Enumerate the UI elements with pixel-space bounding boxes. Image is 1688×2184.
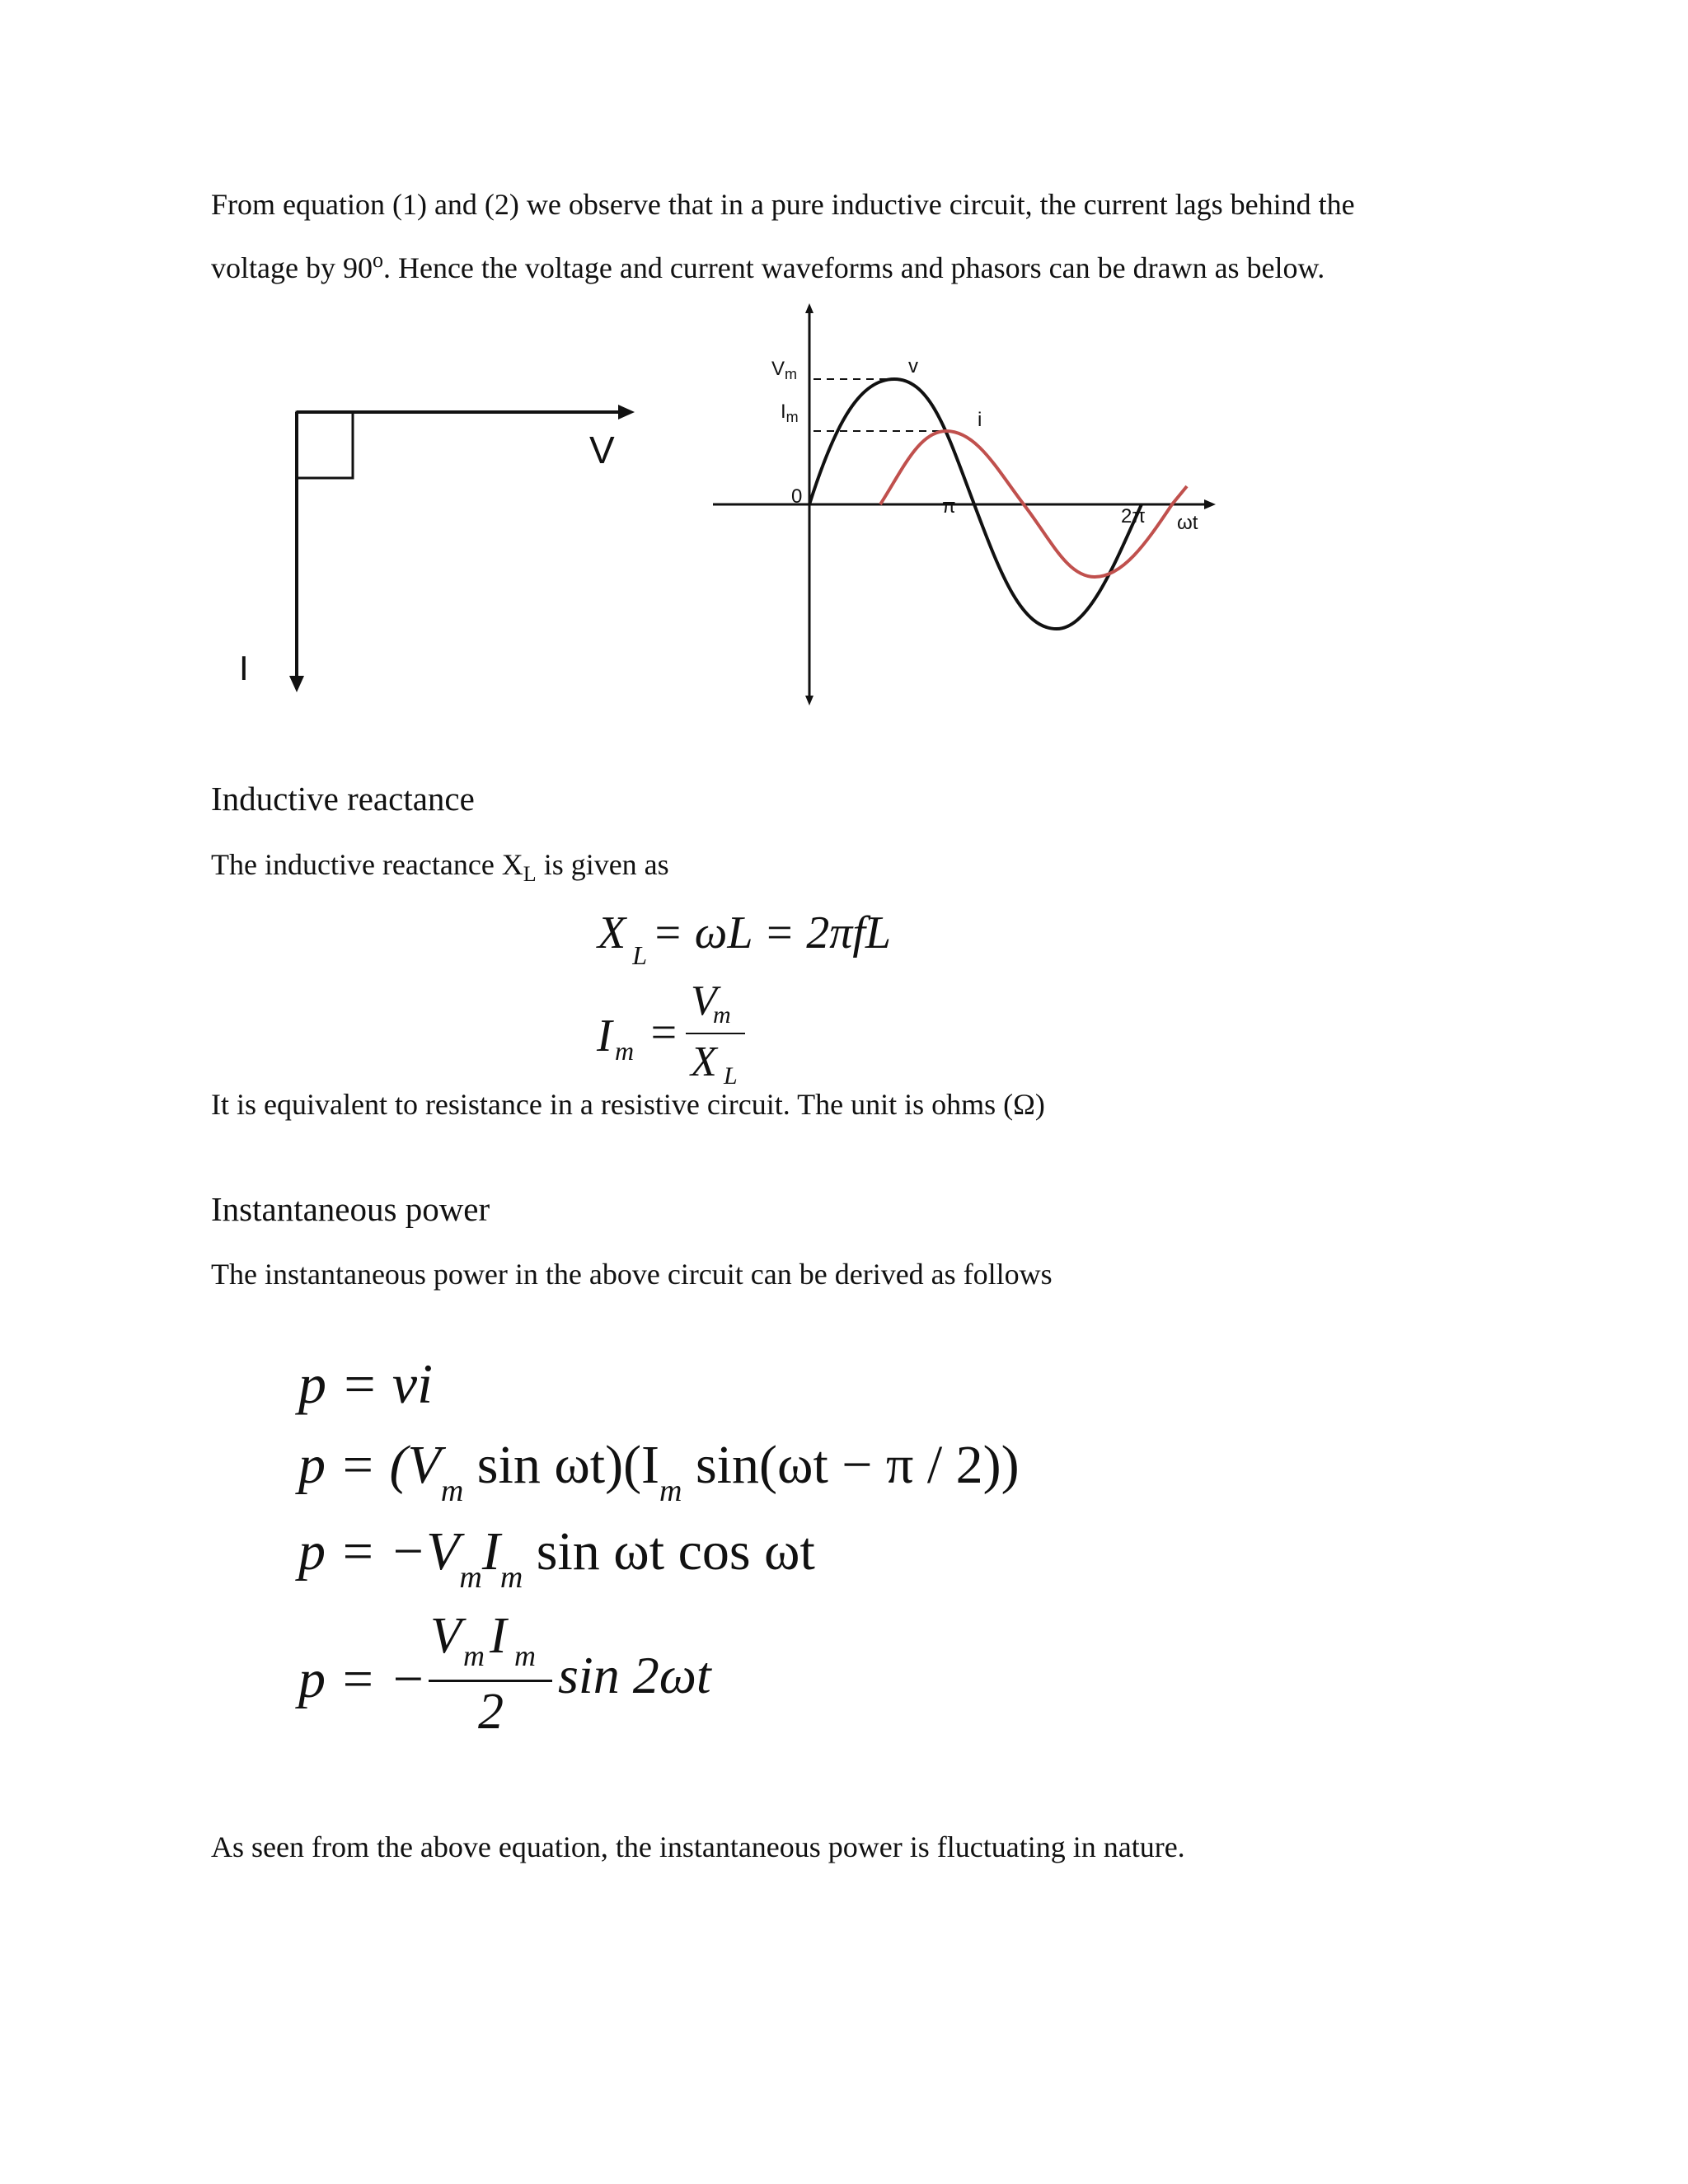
degree-symbol: o <box>372 248 383 272</box>
im-eq-num-sub: m <box>713 1001 731 1029</box>
im-label <box>781 401 799 425</box>
v-curve-label: v <box>908 355 918 377</box>
zero-label: 0 <box>791 485 803 508</box>
vm-label-sub: m <box>785 366 798 382</box>
intro-line-1: From equation (1) and (2) we observe that in a pure inductive circuit, the current lags behind the <box>211 188 1355 221</box>
im-eq-den: X <box>691 1038 717 1085</box>
reactance-eq-lhs-sub: L <box>632 940 648 970</box>
power-eq-3-c: sin ωt cos ωt <box>523 1521 815 1582</box>
instantaneous-power-intro: The instantaneous power in the above circuit can be derived as follows <box>211 1258 1053 1291</box>
reactance-note: It is equivalent to resistance in a resistive circuit. The unit is ohms (Ω) <box>211 1088 1045 1121</box>
power-eq-4-num-i: I <box>490 1608 507 1664</box>
i-curve-label: i <box>978 409 982 431</box>
power-eq-1: p = vi <box>298 1352 433 1415</box>
im-eq-den-sub: L <box>724 1062 738 1090</box>
power-eq-3-a: p = −V <box>298 1521 460 1582</box>
intro-line-2-post: . Hence the voltage and current waveforms and phasors can be drawn as below. <box>382 251 1325 284</box>
v-phasor-label: V <box>589 429 615 471</box>
power-eq-4 <box>298 1607 760 1764</box>
power-eq-3-sub1: m <box>459 1560 482 1595</box>
im-eq-num: V <box>691 977 717 1024</box>
reactance-eq-rhs: = ωL = 2πfL <box>652 907 892 958</box>
reactance-intro-sub: L <box>523 862 537 887</box>
i-phasor-label: I <box>239 649 249 687</box>
power-eq-3-sub2: m <box>499 1560 523 1595</box>
im-eq-fraction-bar <box>686 1033 745 1034</box>
intro-line-2-pre: voltage by 90 <box>211 251 373 284</box>
waveform-y-arrow-bottom <box>805 696 814 705</box>
im-eq-equals: = <box>648 1007 679 1058</box>
power-eq-4-fraction-bar <box>429 1680 552 1682</box>
power-eq-2-sub2: m <box>659 1474 682 1508</box>
power-eq-2 <box>298 1434 1020 1508</box>
power-eq-2-a: p = (V <box>298 1435 441 1495</box>
power-eq-3-b: I <box>481 1521 500 1582</box>
intro-line-2 <box>211 232 1497 296</box>
im-eq-lhs: I <box>597 1010 612 1062</box>
vm-label <box>771 358 797 382</box>
im-eq-lhs-sub: m <box>615 1036 635 1066</box>
vm-label-v: V <box>771 358 785 380</box>
two-pi-tick-label: 2π <box>1121 505 1146 527</box>
pi-tick-label: π <box>942 495 956 518</box>
power-eq-3 <box>298 1521 815 1595</box>
waveform-y-arrow-top <box>805 303 814 313</box>
conclusion-text: As seen from the above equation, the instantaneous power is fluctuating in nature. <box>211 1830 1185 1863</box>
power-eq-2-sub1: m <box>440 1474 464 1508</box>
i-phasor-arrowhead <box>289 676 304 692</box>
heading-instantaneous-power: Instantaneous power <box>211 1190 490 1228</box>
im-label-i: I <box>781 401 786 423</box>
reactance-intro-pre: The inductive reactance X <box>211 848 523 881</box>
wt-axis-label: ωt <box>1177 512 1198 534</box>
v-phasor-arrowhead <box>618 405 635 419</box>
reactance-equation <box>598 907 892 970</box>
power-eq-4-rhs: sin 2ωt <box>558 1646 711 1704</box>
heading-inductive-reactance: Inductive reactance <box>211 780 475 818</box>
power-eq-2-c: sin(ωt − π / 2)) <box>682 1435 1020 1495</box>
power-eq-2-b: sin ωt)(I <box>463 1435 660 1495</box>
power-eq-4-num-sub1: m <box>463 1639 485 1672</box>
im-label-sub: m <box>785 409 799 425</box>
phasor-diagram <box>223 387 651 701</box>
power-eq-4-lhs: p = − <box>298 1649 427 1709</box>
waveform-x-arrow <box>1204 499 1216 509</box>
reactance-intro-post: is given as <box>536 848 669 881</box>
power-eq-4-den: 2 <box>478 1684 504 1740</box>
right-angle-marker <box>297 412 353 478</box>
power-eq-4-num-sub2: m <box>514 1639 536 1672</box>
waveform-diagram <box>701 297 1228 709</box>
power-eq-4-num-v: V <box>430 1608 462 1664</box>
reactance-eq-lhs: X <box>598 907 626 958</box>
inductive-reactance-intro <box>211 837 1497 902</box>
